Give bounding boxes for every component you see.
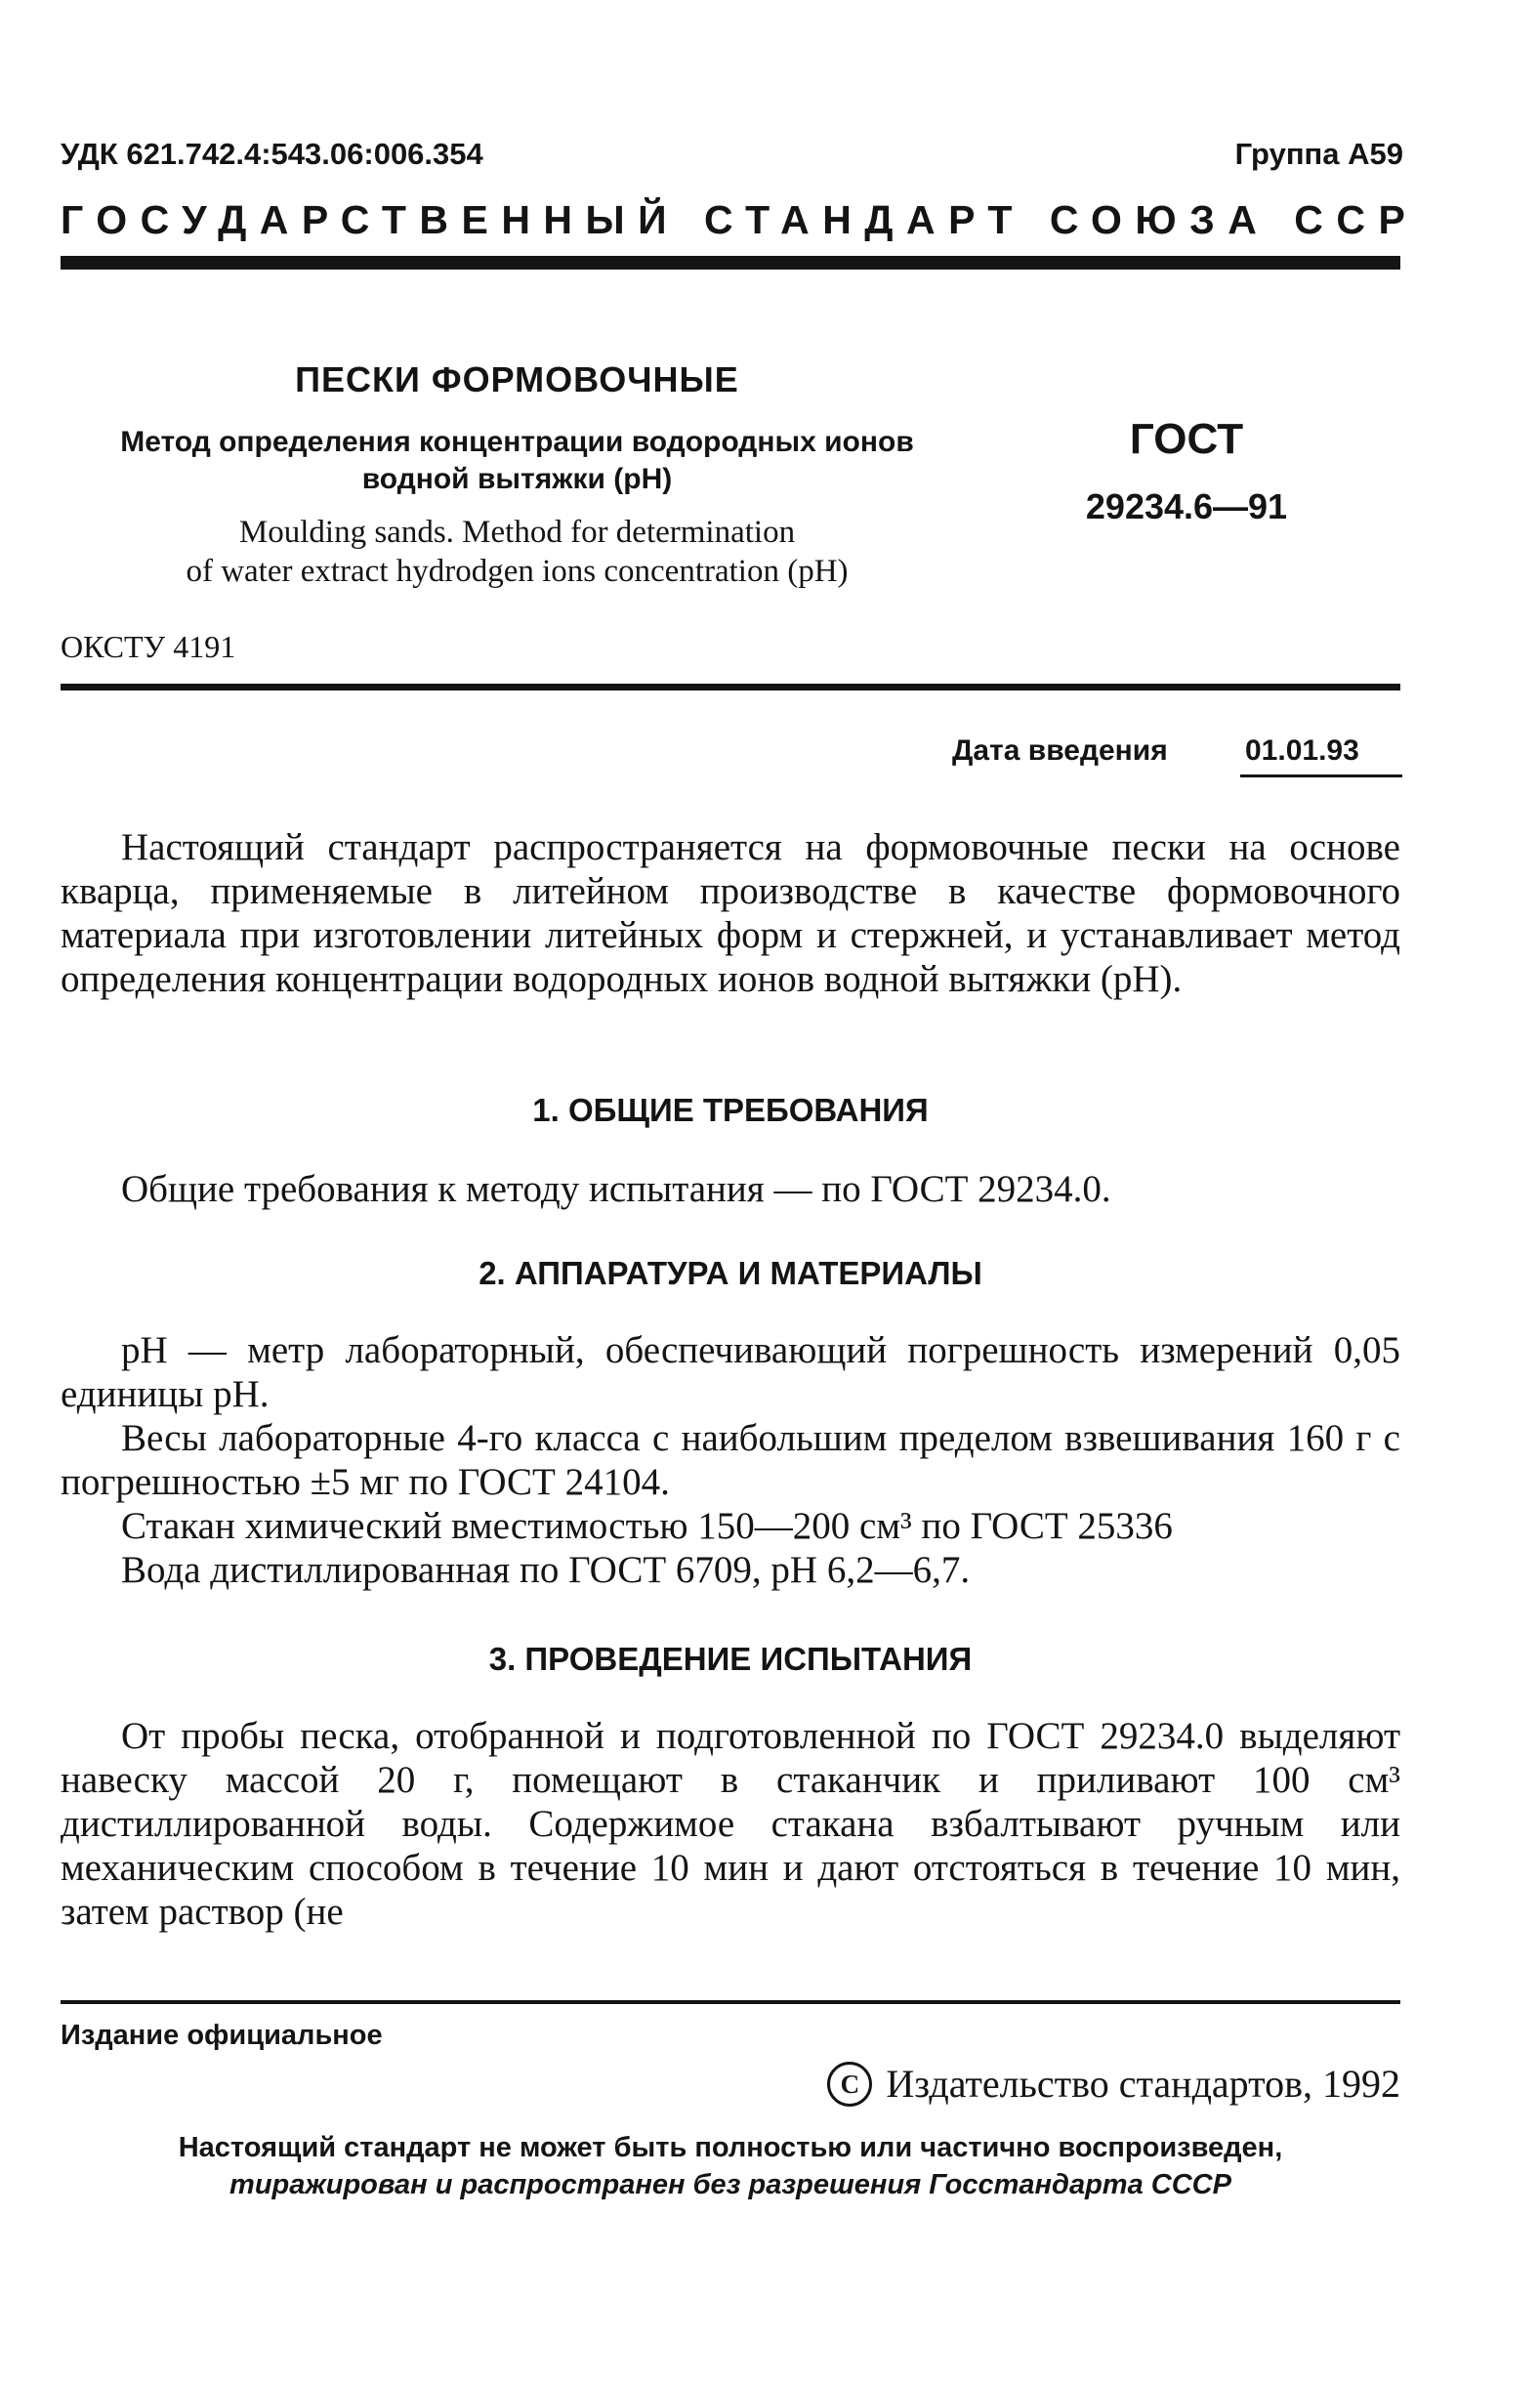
document-subtitle	[61, 424, 974, 498]
scales-text: Весы лабораторные 4-го класса с наибольшим пределом взвешивания 160 г с погрешностью ±5 мг по ГОСТ 24104.	[61, 1417, 1400, 1503]
beaker-text: Стакан химический вместимостью 150—200 см³ по ГОСТ 25336	[121, 1505, 1173, 1547]
subtitle-line-2: водной вытяжки (pH)	[361, 463, 673, 495]
gost-label: ГОСТ	[1129, 415, 1244, 463]
gov-standard-banner: ГОСУДАРСТВЕННЫЙ СТАНДАРТ СОЮЗА ССР	[61, 197, 1419, 242]
gost-number: 29234.6—91	[1085, 486, 1288, 526]
section-2-paragraph-1	[61, 1328, 1400, 1416]
header-rule	[61, 256, 1400, 270]
section-3-heading: 3. ПРОВЕДЕНИЕ ИСПЫТАНИЯ	[488, 1641, 973, 1677]
copyright-text: Издательство стандартов, 1992	[886, 2062, 1400, 2106]
date-underline	[1240, 774, 1402, 777]
english-title-line-1: Moulding sands. Method for determination	[238, 515, 796, 550]
section-2-paragraph-4	[61, 1548, 1400, 1592]
udk-code: УДК 621.742.4:543.06:006.354	[61, 137, 483, 171]
notice-line-1: Настоящий стандарт не может быть полностью или частично воспроизведен,	[178, 2132, 1283, 2163]
section-1-paragraph	[61, 1167, 1400, 1211]
copyright-line	[701, 2061, 1400, 2107]
copyright-icon: С	[827, 2062, 872, 2107]
title-rule	[61, 684, 1400, 690]
english-title-line-2: of water extract hydrodgen ions concentration (pH)	[186, 554, 849, 589]
ph-meter-text: pH — метр лабораторный, обеспечивающий погрешность измерений 0,05 единицы pH.	[61, 1329, 1400, 1415]
footer-rule	[61, 2000, 1400, 2004]
okstu-code: ОКСТУ 4191	[61, 629, 236, 664]
document-title: ПЕСКИ ФОРМОВОЧНЫЕ	[295, 359, 739, 399]
section-2-paragraph-3	[61, 1504, 1400, 1548]
edition-label: Издание официальное	[61, 2020, 383, 2051]
section-3-paragraph	[61, 1714, 1400, 1934]
date-value: 01.01.93	[1245, 734, 1359, 767]
section-2-paragraph-2	[61, 1416, 1400, 1504]
subtitle-line-1: Метод определения концентрации водородных ионов	[120, 426, 914, 458]
section-1-heading: 1. ОБЩИЕ ТРЕБОВАНИЯ	[532, 1092, 929, 1128]
water-text: Вода дистиллированная по ГОСТ 6709, pH 6,2—6,7.	[121, 1549, 971, 1591]
notice-line-2: тиражирован и распространен без разрешения Госстандарта СССР	[229, 2169, 1231, 2200]
group-code: Группа А59	[1234, 137, 1403, 171]
english-title	[61, 513, 974, 591]
reproduction-notice	[61, 2129, 1400, 2203]
date-label: Дата введения	[952, 734, 1168, 767]
intro-paragraph	[61, 825, 1400, 1001]
section-3-text: От пробы песка, отобранной и подготовленной по ГОСТ 29234.0 выделяют навеску массой 20 г, помещают в стаканчик и приливают 100 см³ дистиллированной воды. Содержимое стакана взбалтывают ручным или механическим способом в течение 10 мин и дают отстояться в течение 10 мин, затем раствор (не	[61, 1715, 1400, 1933]
section-2-body	[61, 1328, 1400, 1592]
intro-text: Настоящий стандарт распространяется на формовочные пески на основе кварца, применяемые в литейном производстве в качестве формовочного материала при изготовлении литейных форм и стержней, и устанавливает метод определения концентрации водородных ионов водной вытяжки (pH).	[61, 826, 1400, 1000]
section-2-heading: 2. АППАРАТУРА И МАТЕРИАЛЫ	[479, 1255, 982, 1291]
section-1-text: Общие требования к методу испытания — по ГОСТ 29234.0.	[121, 1168, 1111, 1210]
